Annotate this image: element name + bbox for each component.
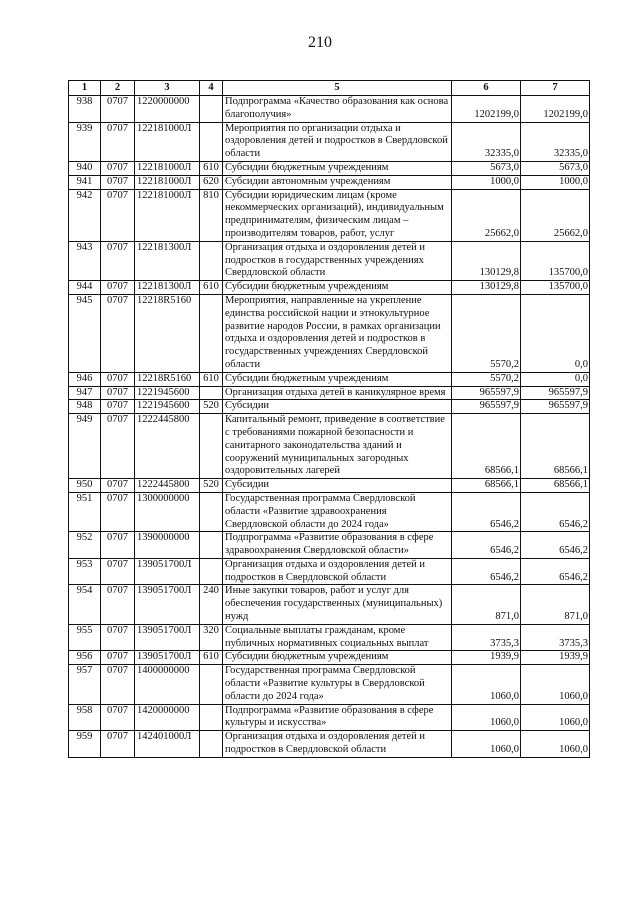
amount-year1-cell: 1939,9 <box>452 651 521 665</box>
expense-type-cell <box>200 96 223 123</box>
amount-year2-cell: 1060,0 <box>521 731 590 758</box>
expense-type-cell: 610 <box>200 651 223 665</box>
table-row <box>69 558 590 585</box>
expense-type-cell: 610 <box>200 372 223 386</box>
amount-year1-cell: 965597,9 <box>452 386 521 400</box>
target-article-cell: 1300000000 <box>135 492 200 531</box>
table-row <box>69 175 590 189</box>
section-code-cell: 0707 <box>101 532 135 559</box>
amount-year1-cell: 965597,9 <box>452 400 521 414</box>
amount-year1-cell: 6546,2 <box>452 492 521 531</box>
amount-year2-cell: 1939,9 <box>521 651 590 665</box>
item-name-cell: Организация отдыха и оздоровления детей и подростков в Свердловской области <box>223 731 452 758</box>
row-number-cell: 944 <box>69 281 101 295</box>
row-number-cell: 946 <box>69 372 101 386</box>
target-article-cell: 12218R5160 <box>135 294 200 372</box>
expense-type-cell: 620 <box>200 175 223 189</box>
section-code-cell: 0707 <box>101 414 135 479</box>
expense-type-cell: 610 <box>200 281 223 295</box>
table-body <box>69 96 590 758</box>
amount-year2-cell: 25662,0 <box>521 189 590 241</box>
table-row <box>69 161 590 175</box>
amount-year2-cell: 6546,2 <box>521 492 590 531</box>
target-article-cell: 122181000Л <box>135 122 200 161</box>
target-article-cell: 12218R5160 <box>135 372 200 386</box>
amount-year2-cell: 871,0 <box>521 585 590 624</box>
row-number-cell: 953 <box>69 558 101 585</box>
amount-year1-cell: 32335,0 <box>452 122 521 161</box>
amount-year1-cell: 68566,1 <box>452 479 521 493</box>
item-name-cell: Мероприятия по организации отдыха и оздоровления детей и подростков в Свердловской области <box>223 122 452 161</box>
row-number-cell: 941 <box>69 175 101 189</box>
section-code-cell: 0707 <box>101 558 135 585</box>
item-name-cell: Организация отдыха и оздоровления детей и подростков в Свердловской области <box>223 558 452 585</box>
table-row <box>69 479 590 493</box>
item-name-cell: Субсидии <box>223 400 452 414</box>
expense-type-cell: 240 <box>200 585 223 624</box>
expense-type-cell: 610 <box>200 161 223 175</box>
table-row <box>69 651 590 665</box>
amount-year1-cell: 1060,0 <box>452 731 521 758</box>
table-row <box>69 241 590 280</box>
item-name-cell: Субсидии бюджетным учреждениям <box>223 372 452 386</box>
amount-year1-cell: 25662,0 <box>452 189 521 241</box>
target-article-cell: 139051700Л <box>135 624 200 651</box>
section-code-cell: 0707 <box>101 665 135 704</box>
table-row <box>69 294 590 372</box>
amount-year2-cell: 1060,0 <box>521 704 590 731</box>
target-article-cell: 139051700Л <box>135 558 200 585</box>
table-row <box>69 96 590 123</box>
target-article-cell: 1221945600 <box>135 400 200 414</box>
header-cell-col-4: 4 <box>200 81 223 96</box>
amount-year1-cell: 130129,8 <box>452 281 521 295</box>
expense-type-cell <box>200 386 223 400</box>
item-name-cell: Подпрограмма «Развитие образования в сфере здравоохранения Свердловской области» <box>223 532 452 559</box>
target-article-cell: 1222445800 <box>135 479 200 493</box>
target-article-cell: 122181000Л <box>135 189 200 241</box>
amount-year2-cell: 0,0 <box>521 294 590 372</box>
amount-year2-cell: 135700,0 <box>521 241 590 280</box>
budget-table <box>68 80 590 758</box>
table-row <box>69 386 590 400</box>
target-article-cell: 1222445800 <box>135 414 200 479</box>
row-number-cell: 954 <box>69 585 101 624</box>
amount-year1-cell: 5570,2 <box>452 372 521 386</box>
target-article-cell: 1390000000 <box>135 532 200 559</box>
row-number-cell: 942 <box>69 189 101 241</box>
row-number-cell: 938 <box>69 96 101 123</box>
section-code-cell: 0707 <box>101 704 135 731</box>
expense-type-cell: 810 <box>200 189 223 241</box>
item-name-cell: Социальные выплаты гражданам, кроме публичных нормативных социальных выплат <box>223 624 452 651</box>
amount-year1-cell: 871,0 <box>452 585 521 624</box>
table-row <box>69 492 590 531</box>
amount-year2-cell: 32335,0 <box>521 122 590 161</box>
expense-type-cell <box>200 665 223 704</box>
table-row <box>69 122 590 161</box>
row-number-cell: 952 <box>69 532 101 559</box>
row-number-cell: 958 <box>69 704 101 731</box>
table-row <box>69 400 590 414</box>
target-article-cell: 1400000000 <box>135 665 200 704</box>
expense-type-cell: 520 <box>200 400 223 414</box>
header-cell-col-7: 7 <box>521 81 590 96</box>
item-name-cell: Подпрограмма «Развитие образования в сфере культуры и искусства» <box>223 704 452 731</box>
header-cell-col-3: 3 <box>135 81 200 96</box>
amount-year2-cell: 1060,0 <box>521 665 590 704</box>
section-code-cell: 0707 <box>101 175 135 189</box>
amount-year1-cell: 1060,0 <box>452 665 521 704</box>
expense-type-cell <box>200 294 223 372</box>
item-name-cell: Иные закупки товаров, работ и услуг для обеспечения государственных (муниципальных) нужд <box>223 585 452 624</box>
amount-year2-cell: 965597,9 <box>521 400 590 414</box>
amount-year2-cell: 135700,0 <box>521 281 590 295</box>
row-number-cell: 940 <box>69 161 101 175</box>
target-article-cell: 1220000000 <box>135 96 200 123</box>
section-code-cell: 0707 <box>101 281 135 295</box>
amount-year2-cell: 68566,1 <box>521 479 590 493</box>
expense-type-cell <box>200 241 223 280</box>
item-name-cell: Капитальный ремонт, приведение в соответствие с требованиями пожарной безопасности и санитарного законодательства зданий и сооружений муниципальных загородных оздоровительных лагерей <box>223 414 452 479</box>
target-article-cell: 122181300Л <box>135 241 200 280</box>
item-name-cell: Субсидии юридическим лицам (кроме некоммерческих организаций), индивидуальным предпринимателям, физическим лицам – производителям товаров, работ, услуг <box>223 189 452 241</box>
amount-year1-cell: 6546,2 <box>452 532 521 559</box>
target-article-cell: 139051700Л <box>135 651 200 665</box>
section-code-cell: 0707 <box>101 161 135 175</box>
expense-type-cell <box>200 532 223 559</box>
table-row <box>69 372 590 386</box>
section-code-cell: 0707 <box>101 479 135 493</box>
row-number-cell: 949 <box>69 414 101 479</box>
amount-year1-cell: 1060,0 <box>452 704 521 731</box>
amount-year1-cell: 5673,0 <box>452 161 521 175</box>
item-name-cell: Государственная программа Свердловской области «Развитие культуры в Свердловской области до 2024 года» <box>223 665 452 704</box>
amount-year2-cell: 1202199,0 <box>521 96 590 123</box>
target-article-cell: 1221945600 <box>135 386 200 400</box>
target-article-cell: 122181300Л <box>135 281 200 295</box>
expense-type-cell <box>200 731 223 758</box>
amount-year2-cell: 965597,9 <box>521 386 590 400</box>
table-row <box>69 281 590 295</box>
header-row <box>69 81 590 96</box>
section-code-cell: 0707 <box>101 585 135 624</box>
page-number: 210 <box>308 34 332 51</box>
table-row <box>69 414 590 479</box>
row-number-cell: 951 <box>69 492 101 531</box>
amount-year2-cell: 68566,1 <box>521 414 590 479</box>
item-name-cell: Субсидии автономным учреждениям <box>223 175 452 189</box>
amount-year1-cell: 1202199,0 <box>452 96 521 123</box>
section-code-cell: 0707 <box>101 189 135 241</box>
header-cell-col-2: 2 <box>101 81 135 96</box>
row-number-cell: 943 <box>69 241 101 280</box>
row-number-cell: 948 <box>69 400 101 414</box>
table-row <box>69 189 590 241</box>
table-row <box>69 585 590 624</box>
header-cell-col-1: 1 <box>69 81 101 96</box>
target-article-cell: 122181000Л <box>135 161 200 175</box>
amount-year2-cell: 5673,0 <box>521 161 590 175</box>
expense-type-cell <box>200 558 223 585</box>
table-row <box>69 665 590 704</box>
section-code-cell: 0707 <box>101 400 135 414</box>
section-code-cell: 0707 <box>101 651 135 665</box>
target-article-cell: 142401000Л <box>135 731 200 758</box>
row-number-cell: 950 <box>69 479 101 493</box>
row-number-cell: 939 <box>69 122 101 161</box>
item-name-cell: Субсидии бюджетным учреждениям <box>223 651 452 665</box>
amount-year2-cell: 1000,0 <box>521 175 590 189</box>
section-code-cell: 0707 <box>101 294 135 372</box>
expense-type-cell <box>200 704 223 731</box>
table-row <box>69 731 590 758</box>
amount-year1-cell: 68566,1 <box>452 414 521 479</box>
section-code-cell: 0707 <box>101 122 135 161</box>
amount-year1-cell: 5570,2 <box>452 294 521 372</box>
item-name-cell: Организация отдыха детей в каникулярное время <box>223 386 452 400</box>
header-cell-col-6: 6 <box>452 81 521 96</box>
item-name-cell: Субсидии бюджетным учреждениям <box>223 281 452 295</box>
row-number-cell: 957 <box>69 665 101 704</box>
amount-year1-cell: 6546,2 <box>452 558 521 585</box>
section-code-cell: 0707 <box>101 241 135 280</box>
amount-year1-cell: 3735,3 <box>452 624 521 651</box>
target-article-cell: 139051700Л <box>135 585 200 624</box>
item-name-cell: Подпрограмма «Качество образования как основа благополучия» <box>223 96 452 123</box>
amount-year2-cell: 0,0 <box>521 372 590 386</box>
section-code-cell: 0707 <box>101 492 135 531</box>
target-article-cell: 122181000Л <box>135 175 200 189</box>
table-row <box>69 704 590 731</box>
row-number-cell: 955 <box>69 624 101 651</box>
section-code-cell: 0707 <box>101 96 135 123</box>
row-number-cell: 956 <box>69 651 101 665</box>
expense-type-cell <box>200 414 223 479</box>
header-cell-col-5: 5 <box>223 81 452 96</box>
expense-type-cell: 320 <box>200 624 223 651</box>
row-number-cell: 947 <box>69 386 101 400</box>
section-code-cell: 0707 <box>101 624 135 651</box>
amount-year2-cell: 3735,3 <box>521 624 590 651</box>
amount-year1-cell: 130129,8 <box>452 241 521 280</box>
section-code-cell: 0707 <box>101 372 135 386</box>
item-name-cell: Организация отдыха и оздоровления детей и подростков в государственных учреждениях Свердловской области <box>223 241 452 280</box>
item-name-cell: Субсидии бюджетным учреждениям <box>223 161 452 175</box>
target-article-cell: 1420000000 <box>135 704 200 731</box>
section-code-cell: 0707 <box>101 731 135 758</box>
item-name-cell: Субсидии <box>223 479 452 493</box>
item-name-cell: Государственная программа Свердловской области «Развитие здравоохранения Свердловской области до 2024 года» <box>223 492 452 531</box>
section-code-cell: 0707 <box>101 386 135 400</box>
amount-year1-cell: 1000,0 <box>452 175 521 189</box>
amount-year2-cell: 6546,2 <box>521 532 590 559</box>
item-name-cell: Мероприятия, направленные на укрепление единства российской нации и этнокультурное развитие народов России, в рамках организации отдыха и оздоровления детей и подростков в государственных учреждениях Свердловской области <box>223 294 452 372</box>
row-number-cell: 959 <box>69 731 101 758</box>
table-row <box>69 532 590 559</box>
amount-year2-cell: 6546,2 <box>521 558 590 585</box>
expense-type-cell <box>200 122 223 161</box>
expense-type-cell: 520 <box>200 479 223 493</box>
expense-type-cell <box>200 492 223 531</box>
row-number-cell: 945 <box>69 294 101 372</box>
table-row <box>69 624 590 651</box>
